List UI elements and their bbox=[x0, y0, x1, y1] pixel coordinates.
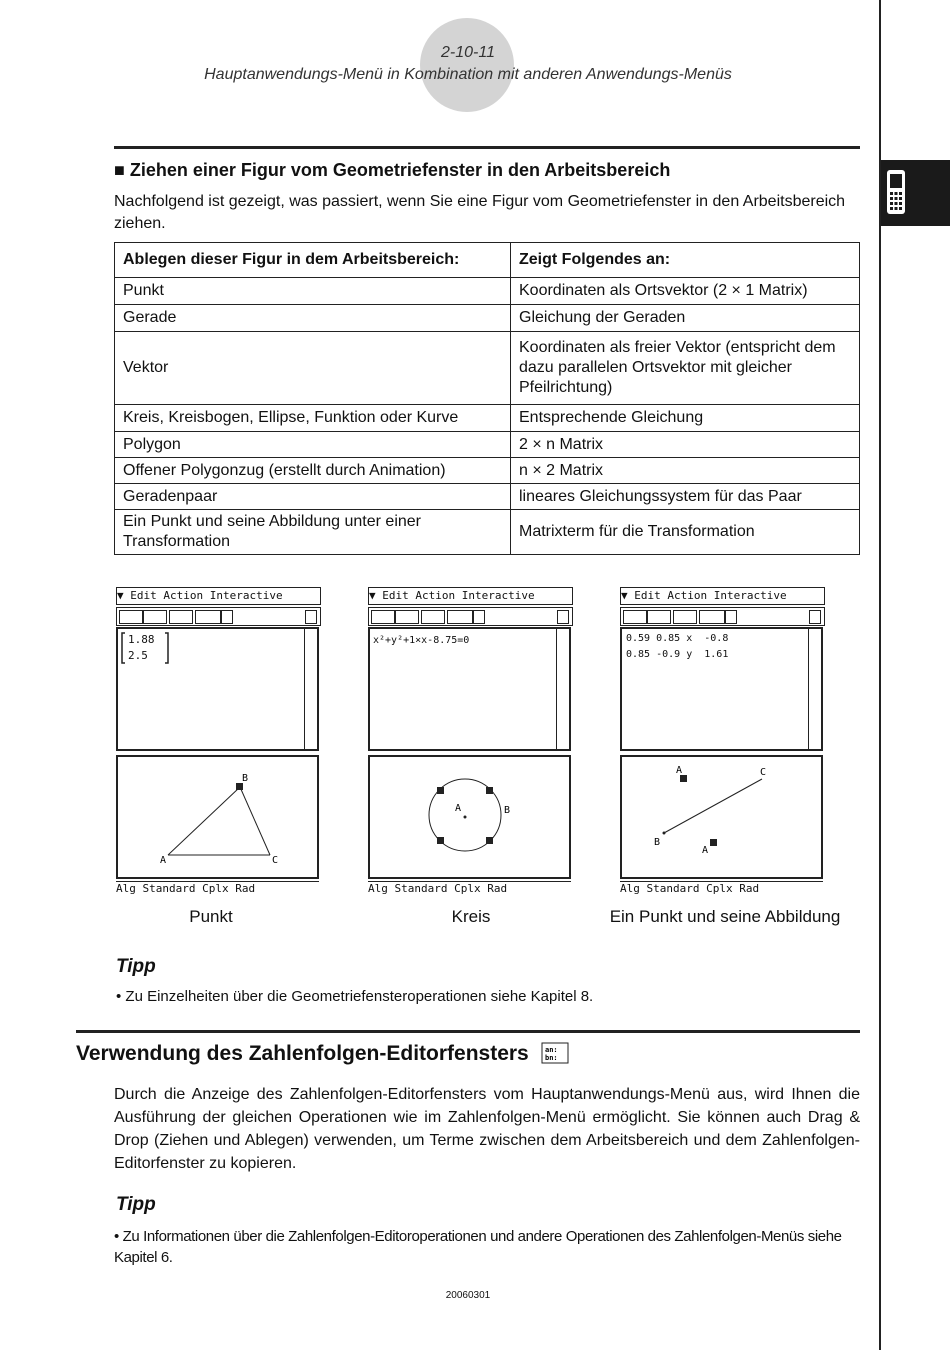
tip-bullet: • Zu Informationen über die Zahlenfolgen-Editoroperationen und andere Operationen des Zahlenfolgen-Menüs siehe Kapitel 6. bbox=[114, 1228, 842, 1266]
table-cell: Entsprechende Gleichung bbox=[511, 405, 860, 432]
circle-figure bbox=[370, 757, 569, 877]
scrollbar[interactable] bbox=[556, 629, 569, 749]
table-row bbox=[115, 432, 860, 458]
section-rule bbox=[76, 1030, 860, 1033]
dropdown-arrow-icon[interactable] bbox=[725, 610, 737, 624]
table-row bbox=[115, 278, 860, 305]
result-line: x²+y²+1×x-8.75=0 bbox=[373, 635, 470, 646]
table-row bbox=[115, 332, 860, 405]
scrollbar[interactable] bbox=[808, 629, 821, 749]
menu-bar[interactable]: ▼ Edit Action Interactive bbox=[368, 587, 573, 605]
table-cell: lineares Gleichungssystem für das Paar bbox=[511, 484, 860, 510]
table-cell: Gerade bbox=[115, 305, 511, 332]
svg-text:A: A bbox=[702, 845, 709, 856]
calculator-screen-punkt bbox=[116, 587, 321, 897]
screen-caption: Kreis bbox=[451, 907, 491, 926]
svg-text:B: B bbox=[242, 773, 249, 784]
toolbar bbox=[368, 607, 573, 626]
toolbar-button[interactable] bbox=[371, 610, 395, 624]
table-header-cell: Ablegen dieser Figur in dem Arbeitsbereich: bbox=[115, 243, 511, 278]
work-area[interactable] bbox=[620, 627, 823, 751]
svg-text:B: B bbox=[504, 805, 511, 816]
toolbar-button[interactable] bbox=[395, 610, 419, 624]
toolbar-button[interactable] bbox=[169, 610, 193, 624]
scroll-right-icon[interactable] bbox=[809, 610, 821, 624]
svg-text:an:: an: bbox=[544, 1046, 558, 1054]
table-cell: Polygon bbox=[115, 432, 511, 458]
table-cell: n × 2 Matrix bbox=[511, 458, 860, 484]
result-line: 0.85 -0.9 y 1.61 bbox=[626, 649, 729, 660]
svg-text:A: A bbox=[676, 765, 683, 776]
section-rule bbox=[114, 146, 860, 149]
figure-table bbox=[114, 242, 860, 555]
table-row bbox=[115, 510, 860, 555]
svg-text:A: A bbox=[455, 803, 462, 814]
triangle-figure bbox=[118, 757, 317, 877]
toolbar-button[interactable] bbox=[195, 610, 221, 624]
table-cell: Vektor bbox=[115, 332, 511, 405]
screen-caption: Punkt bbox=[189, 907, 233, 926]
table-header-cell: Zeigt Folgendes an: bbox=[511, 243, 860, 278]
table-header-row bbox=[115, 243, 860, 278]
page-subtitle: Hauptanwendungs-Menü in Kombination mit anderen Anwendungs-Menüs bbox=[204, 66, 732, 83]
status-bar: Alg Standard Cplx Rad bbox=[368, 881, 571, 896]
svg-text:B: B bbox=[654, 837, 661, 848]
geometry-window[interactable] bbox=[620, 755, 823, 879]
page-number: 2-10-11 bbox=[441, 44, 495, 61]
transform-figure bbox=[622, 757, 821, 877]
chapter-tab bbox=[881, 160, 950, 226]
dropdown-arrow-icon[interactable] bbox=[473, 610, 485, 624]
table-cell: Gleichung der Geraden bbox=[511, 305, 860, 332]
tip-heading: Tipp bbox=[116, 1194, 156, 1215]
section-body: Durch die Anzeige des Zahlenfolgen-Editorfensters vom Hauptanwendungs-Menü aus, wird Ihnen die Ausführung der gleichen Operationen wie im Zahlenfolgen-Menü ermöglicht. Sie können auch Drag & Drop (Ziehen und Ablegen) verwenden, um Terme zwischen dem Arbeitsbereich und dem Zahlenfolgen-Editorfenster zu kopieren. bbox=[114, 1086, 860, 1172]
toolbar-button[interactable] bbox=[447, 610, 473, 624]
toolbar-button[interactable] bbox=[673, 610, 697, 624]
table-row bbox=[115, 305, 860, 332]
dropdown-arrow-icon[interactable] bbox=[221, 610, 233, 624]
section-title: ■ Ziehen einer Figur vom Geometriefenster in den Arbeitsbereich bbox=[114, 160, 671, 180]
table-cell: Geradenpaar bbox=[115, 484, 511, 510]
table-cell: Kreis, Kreisbogen, Ellipse, Funktion oder Kurve bbox=[115, 405, 511, 432]
result-line: 2.5 bbox=[128, 649, 148, 662]
table-cell: Ein Punkt und seine Abbildung unter einer Transformation bbox=[115, 510, 511, 555]
menu-bar[interactable]: ▼ Edit Action Interactive bbox=[620, 587, 825, 605]
table-cell: Koordinaten als freier Vektor (entspricht dem dazu parallelen Ortsvektor mit gleicher Pfeilrichtung) bbox=[511, 332, 860, 405]
section-title-text: Verwendung des Zahlenfolgen-Editorfensters bbox=[76, 1042, 529, 1065]
table-cell: Koordinaten als Ortsvektor (2 × 1 Matrix) bbox=[511, 278, 860, 305]
table-row bbox=[115, 458, 860, 484]
screen-caption: Ein Punkt und seine Abbildung bbox=[609, 907, 841, 926]
calculator-screen-abbildung bbox=[620, 587, 825, 897]
table-cell: Offener Polygonzug (erstellt durch Animation) bbox=[115, 458, 511, 484]
toolbar-button[interactable] bbox=[119, 610, 143, 624]
sequence-editor-icon bbox=[541, 1042, 569, 1064]
calculator-screen-kreis bbox=[368, 587, 573, 897]
table-cell: Matrixterm für die Transformation bbox=[511, 510, 860, 555]
svg-text:bn:: bn: bbox=[544, 1054, 558, 1062]
toolbar-button[interactable] bbox=[699, 610, 725, 624]
tip-bullet: • Zu Einzelheiten über die Geometriefensteroperationen siehe Kapitel 8. bbox=[116, 988, 594, 1005]
table-row bbox=[115, 405, 860, 432]
svg-text:C: C bbox=[760, 767, 767, 778]
scrollbar[interactable] bbox=[304, 629, 317, 749]
section-title bbox=[76, 1042, 569, 1066]
toolbar bbox=[116, 607, 321, 626]
tip-heading: Tipp bbox=[116, 956, 156, 977]
table-cell: 2 × n Matrix bbox=[511, 432, 860, 458]
page-number-circle bbox=[420, 18, 514, 112]
result-line: 1.88 bbox=[128, 633, 155, 646]
status-bar: Alg Standard Cplx Rad bbox=[620, 881, 823, 896]
toolbar-button[interactable] bbox=[623, 610, 647, 624]
svg-text:A: A bbox=[160, 855, 167, 866]
geometry-window[interactable] bbox=[116, 755, 319, 879]
toolbar-button[interactable] bbox=[421, 610, 445, 624]
toolbar-button[interactable] bbox=[143, 610, 167, 624]
svg-text:C: C bbox=[272, 855, 279, 866]
section-intro: Nachfolgend ist gezeigt, was passiert, wenn Sie eine Figur vom Geometriefenster in den Arbeitsbereich ziehen. bbox=[114, 193, 846, 232]
table-cell: Punkt bbox=[115, 278, 511, 305]
scroll-right-icon[interactable] bbox=[305, 610, 317, 624]
menu-bar[interactable]: ▼ Edit Action Interactive bbox=[116, 587, 321, 605]
toolbar-button[interactable] bbox=[647, 610, 671, 624]
calculator-icon bbox=[881, 160, 950, 226]
result-line: 0.59 0.85 x -0.8 bbox=[626, 633, 729, 644]
geometry-window[interactable] bbox=[368, 755, 571, 879]
table-row bbox=[115, 484, 860, 510]
toolbar bbox=[620, 607, 825, 626]
footer-code: 20060301 bbox=[445, 1290, 491, 1301]
work-area[interactable] bbox=[368, 627, 571, 751]
scroll-right-icon[interactable] bbox=[557, 610, 569, 624]
status-bar: Alg Standard Cplx Rad bbox=[116, 881, 319, 896]
work-area[interactable] bbox=[116, 627, 319, 751]
